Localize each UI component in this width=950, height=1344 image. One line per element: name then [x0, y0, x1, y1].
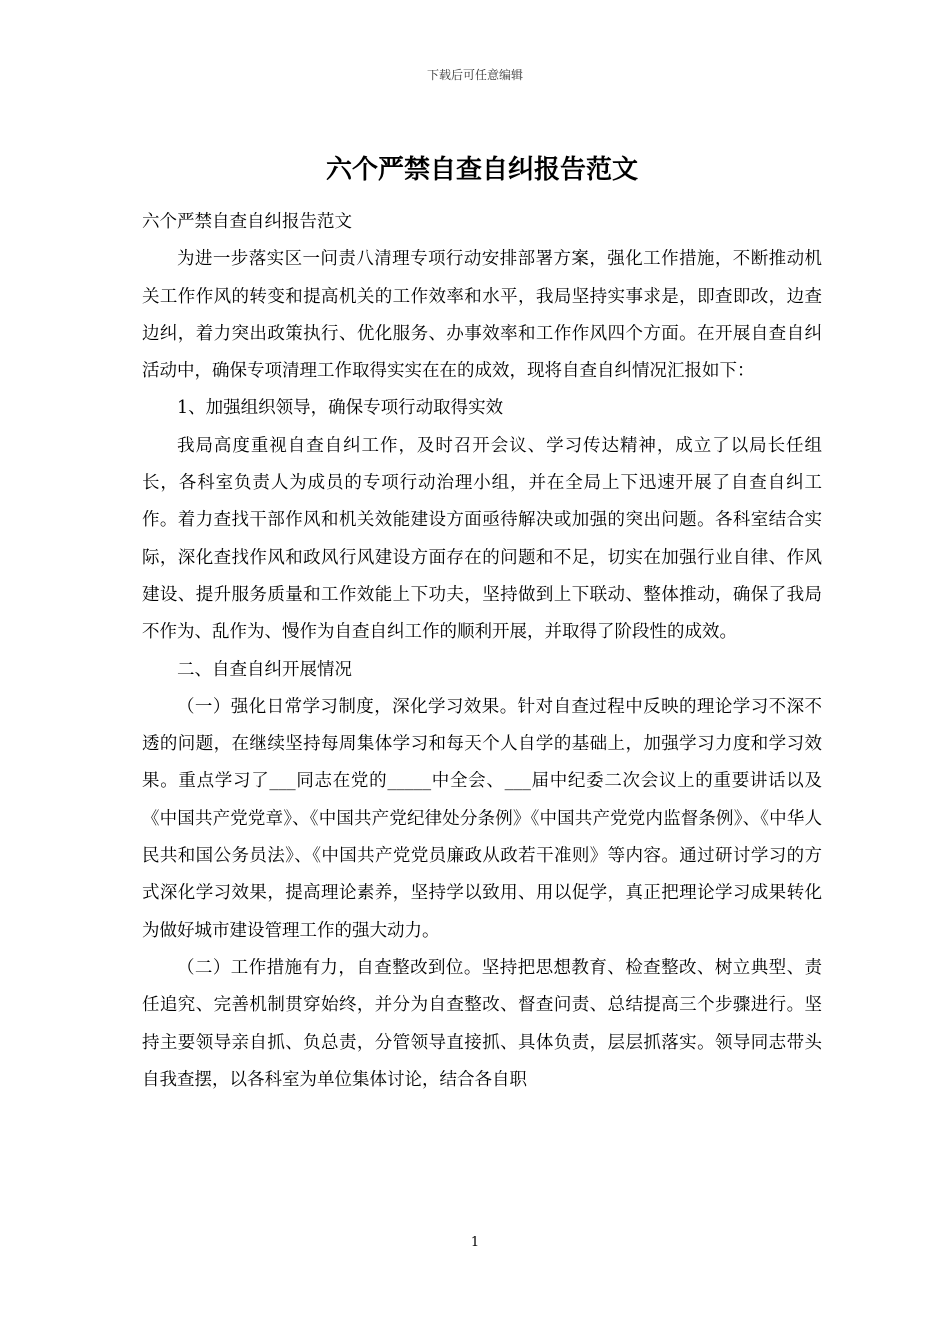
paragraph: 二、自查自纠开展情况: [177, 659, 352, 680]
paragraph: 1、加强组织领导，确保专项行动取得实效: [177, 398, 504, 419]
paragraph: 六个严禁自查自纠报告范文: [142, 212, 352, 232]
paragraph: 为进一步落实区一问责八清理专项行动安排部署方案，强化工作措施，不断推动机关工作作风的转变和提高机关的工作效率和水平，我局坚持实事求是，即查即改，边查边纠，着力突出政策执行、优化服务、办事效率和工作作风四个方面。在开展自查自纠活动中，确保专项清理工作取得实实在在的成效，现将自查自纠情况汇报如下：: [142, 249, 822, 382]
paragraph: 我局高度重视自查自纠工作，及时召开会议、学习传达精神，成立了以局长任组长，各科室负责人为成员的专项行动治理小组，并在全局上下迅速开展了自查自纠工作。着力查找干部作风和机关效能建设方面亟待解决或加强的突出问题。各科室结合实际，深化查找作风和政风行风建设方面存在的问题和不足，切实在加强行业自律、作风建设、提升服务质量和工作效能上下功夫，坚持做到上下联动、整体推动，确保了我局不作为、乱作为、慢作为自查自纠工作的顺利开展，并取得了阶段性的成效。: [142, 435, 822, 643]
paragraph: （一）强化日常学习制度，深化学习效果。针对自查过程中反映的理论学习不深不透的问题，在继续坚持每周集体学习和每天个人自学的基础上，加强学习力度和学习效果。重点学习了___同志在党的_____中全会、___届中纪委二次会议上的重要讲话以及《中国共产党党章》、《中国共产党纪律处分条例》《中国共产党党内监督条例》、《中华人民共和国公务员法》、《中国共产党党员廉政从政若干准则》等内容。通过研讨学习的方式深化学习效果，提高理论素养，坚持学以致用、用以促学，真正把理论学习成果转化为做好城市建设管理工作的强大动力。: [142, 696, 822, 941]
paragraph-list: [142, 204, 822, 1099]
paragraph: （二）工作措施有力，自查整改到位。坚持把思想教育、检查整改、树立典型、责任追究、完善机制贯穿始终，并分为自查整改、督查问责、总结提高三个步骤进行。坚持主要领导亲自抓、负总责，分管领导直接抓、具体负责，层层抓落实。领导同志带头自我查摆，以各科室为单位集体讨论，结合各自职: [142, 957, 822, 1090]
page-number: 1: [470, 1235, 480, 1250]
page-header: 下载后可任意编辑: [426, 68, 523, 82]
document-title: 六个严禁自查自纠报告范文: [325, 155, 638, 185]
document-body: [142, 146, 822, 1099]
